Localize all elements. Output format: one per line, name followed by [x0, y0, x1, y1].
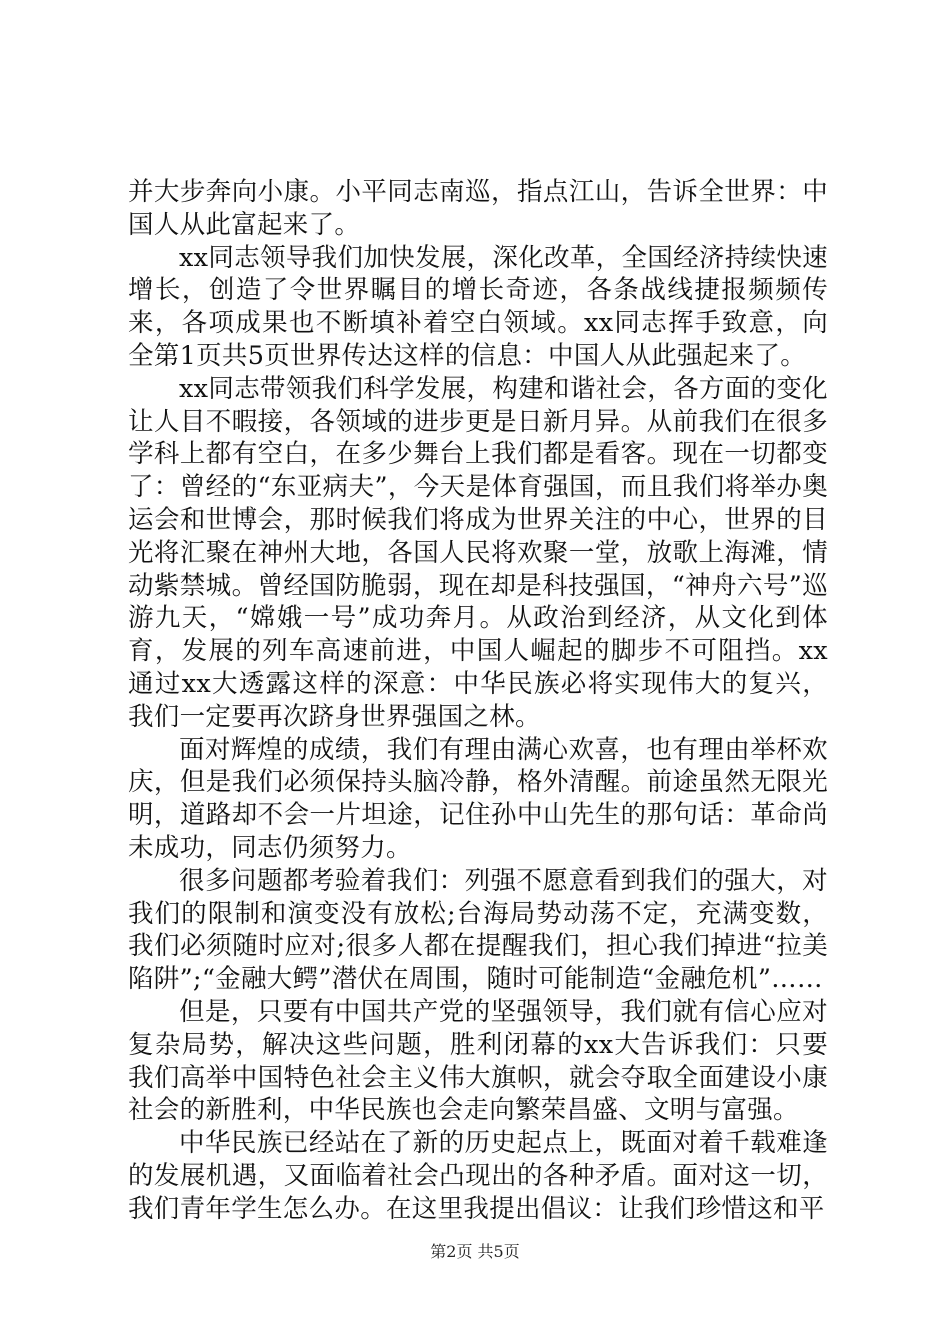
document-body	[128, 176, 828, 1226]
paragraph: xx同志带领我们科学发展，构建和谐社会，各方面的变化让人目不暇接，各领域的进步更是日新月异。从前我们在很多学科上都有空白，在多少舞台上我们都是看客。现在一切都变了：曾经的“东亚病夫”，今天是体育强国，而且我们将举办奥运会和世博会，那时候我们将成为世界关注的中心，世界的目光将汇聚在神州大地，各国人民将欢聚一堂，放歌上海滩，情动紫禁城。曾经国防脆弱，现在却是科技强国，“神舟六号”巡游九天，“嫦娥一号”成功奔月。从政治到经济，从文化到体育，发展的列车高速前进，中国人崛起的脚步不可阻挡。xx通过xx大透露这样的深意：中华民族必将实现伟大的复兴，我们一定要再次跻身世界强国之林。	[128, 373, 828, 732]
paragraph: 并大步奔向小康。小平同志南巡，指点江山，告诉全世界：中国人从此富起来了。	[128, 177, 828, 240]
page-footer: 第2页 共5页	[430, 1242, 520, 1261]
paragraph: xx同志领导我们加快发展，深化改革，全国经济持续快速增长，创造了令世界瞩目的增长奇迹，各条战线捷报频频传来，各项成果也不断填补着空白领域。xx同志挥手致意，向全第1页共5页世界传达这样的信息：中国人从此强起来了。	[128, 242, 828, 371]
paragraph: 很多问题都考验着我们：列强不愿意看到我们的强大，对我们的限制和演变没有放松;台海局势动荡不定，充满变数，我们必须随时应对;很多人都在提醒我们，担心我们掉进“拉美陷阱”;“金融大鳄”潜伏在周围，随时可能制造“金融危机”……	[128, 865, 828, 995]
paragraph: 面对辉煌的成绩，我们有理由满心欢喜，也有理由举杯欢庆，但是我们必须保持头脑冷静，格外清醒。前途虽然无限光明，道路却不会一片坦途，记住孙中山先生的那句话：革命尚未成功，同志仍须努力。	[128, 734, 828, 863]
paragraph: 中华民族已经站在了新的历史起点上，既面对着千载难逢的发展机遇，又面临着社会凸现出的各种矛盾。面对这一切，我们青年学生怎么办。在这里我提出倡议：让我们珍惜这和平	[128, 1128, 828, 1224]
paragraph: 但是，只要有中国共产党的坚强领导，我们就有信心应对复杂局势，解决这些问题，胜利闭幕的xx大告诉我们：只要我们高举中国特色社会主义伟大旗帜，就会夺取全面建设小康社会的新胜利，中华民族也会走向繁荣昌盛、文明与富强。	[128, 996, 828, 1126]
